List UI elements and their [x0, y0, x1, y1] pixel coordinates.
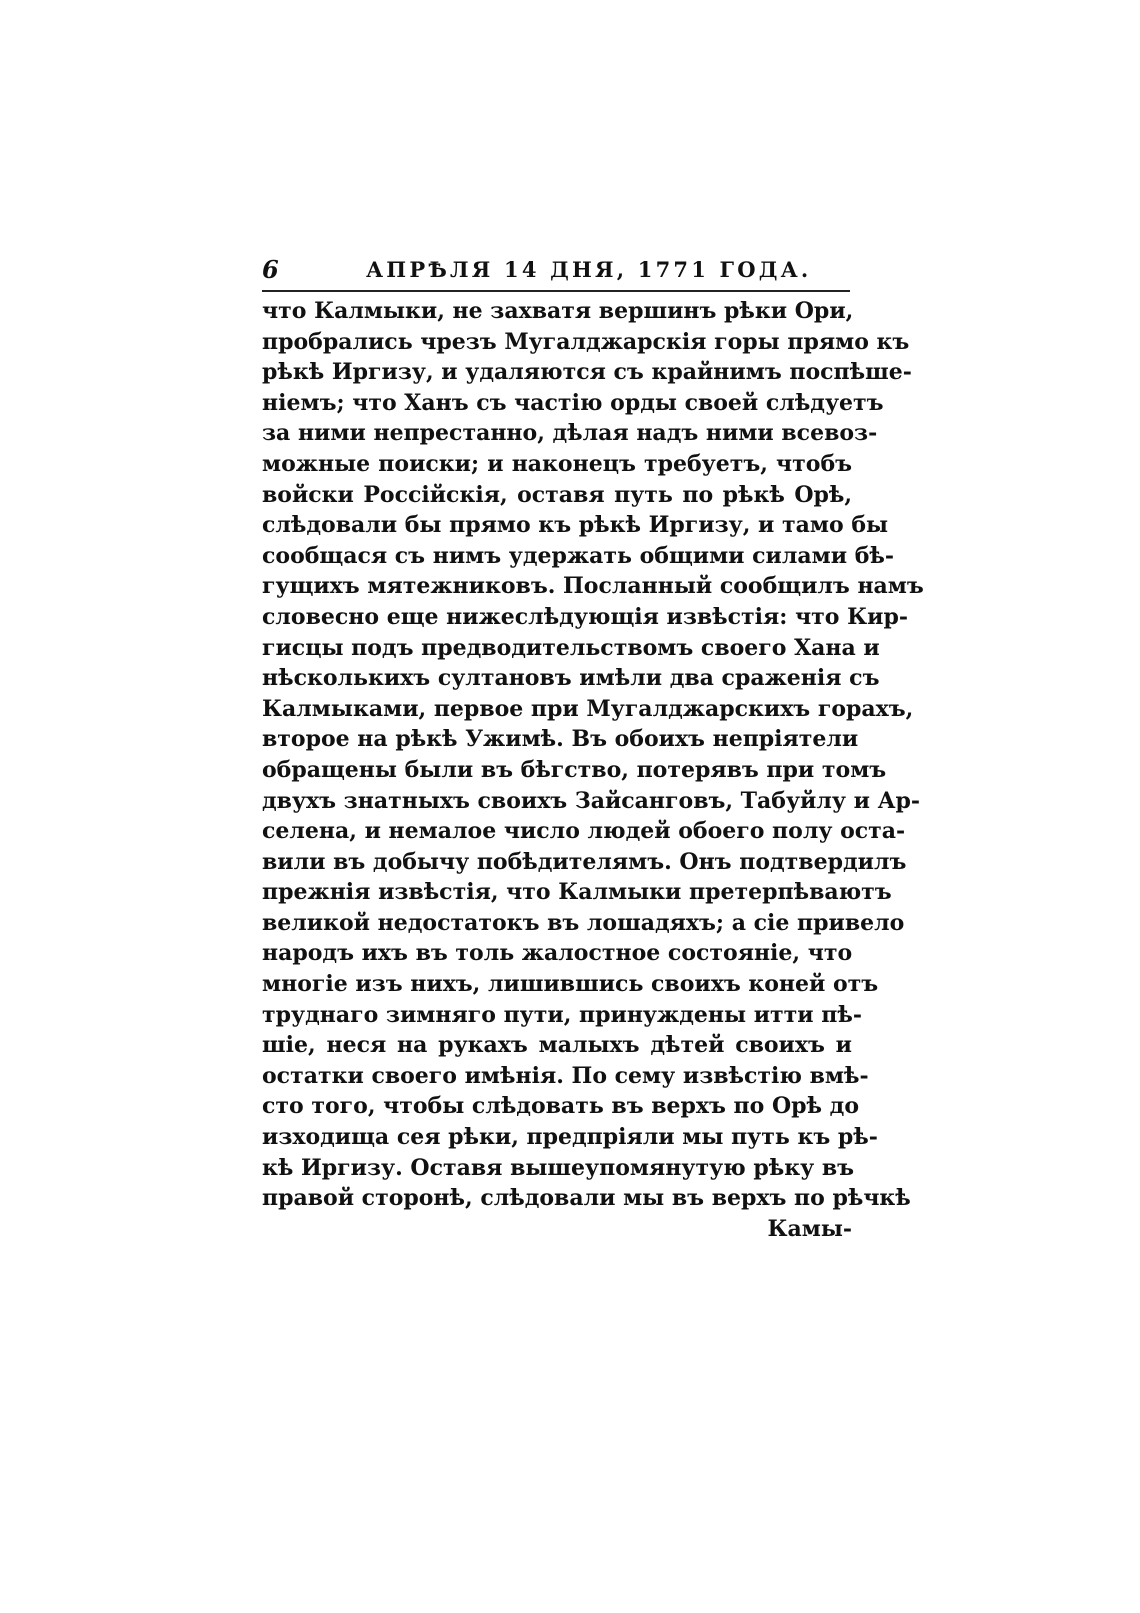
text-line: рѣкѣ Иргизу, и удаляются съ крайнимъ поспѣше- [262, 359, 912, 386]
header-rule [262, 290, 850, 292]
text-line: можные поиски; и наконецъ требуетъ, чтобъ [262, 450, 852, 477]
text-line: великой недостатокъ въ лошадяхъ; а сіе привело [262, 909, 905, 936]
text-line: сто того, чтобы слѣдовать въ верхъ по Орѣ до [262, 1093, 859, 1120]
text-line: Калмыками, первое при Мугалджарскихъ горахъ, [262, 695, 914, 722]
text-line: пробрались чрезъ Мугалджарскія горы прямо къ [262, 328, 910, 355]
running-head [262, 254, 850, 286]
text-line: шіе, неся на рукахъ малыхъ дѣтей своихъ и [262, 1032, 852, 1059]
text-line: правой сторонѣ, слѣдовали мы въ верхъ по рѣчкѣ [262, 1185, 911, 1212]
text-line: остатки своего имѣнія. По сему извѣстію вмѣ- [262, 1062, 869, 1089]
text-line: за ними непрестанно, дѣлая надъ ними всевоз- [262, 420, 878, 447]
text-line: изходища сея рѣки, предпріяли мы путь къ рѣ- [262, 1124, 878, 1151]
text-line: словесно еще нижеслѣдующія извѣстія: что Кир- [262, 603, 908, 630]
text-line: ніемъ; что Ханъ съ частію орды своей слѣдуетъ [262, 389, 884, 416]
running-title: АПРѢЛЯ 14 ДНЯ, 1771 ГОДА. [366, 257, 812, 282]
text-line: селена, и немалое число людей обоего полу оста- [262, 818, 906, 845]
text-line: слѣдовали бы прямо къ рѣкѣ Иргизу, и тамо бы [262, 512, 889, 539]
text-line: обращены были въ бѣгство, потерявъ при томъ [262, 756, 887, 783]
text-line: труднаго зимняго пути, принуждены итти пѣ- [262, 1001, 862, 1028]
text-line: вили въ добычу побѣдителямъ. Онъ подтвердилъ [262, 848, 907, 875]
text-line: прежнія извѣстія, что Калмыки претерпѣваютъ [262, 879, 892, 906]
text-line: нѣсколькихъ султановъ имѣли два сраженія съ [262, 665, 880, 692]
text-line: второе на рѣкѣ Ужимѣ. Въ обоихъ непріятели [262, 726, 859, 753]
text-line: гущихъ мятежниковъ. Посланный сообщилъ намъ [262, 573, 924, 600]
page-number: 6 [262, 255, 279, 284]
text-line: народъ ихъ въ толь жалостное состояніе, что [262, 940, 853, 967]
text-line: гисцы подъ предводительствомъ своего Хана и [262, 634, 880, 661]
catchword: Камы- [767, 1215, 852, 1242]
text-line: войски Россійскія, оставя путь по рѣкѣ Орѣ, [262, 481, 852, 508]
body-text [262, 296, 924, 1244]
text-line: двухъ знатныхъ своихъ Зайсанговъ, Табуйлу и Ар- [262, 787, 921, 814]
text-line: многіе изъ нихъ, лишившись своихъ коней отъ [262, 971, 879, 998]
text-line: кѣ Иргизу. Оставя вышеупомянутую рѣку въ [262, 1154, 855, 1181]
text-line: сообщася съ нимъ удержать общими силами бѣ- [262, 542, 894, 569]
text-line: что Калмыки, не захватя вершинъ рѣки Ори, [262, 298, 854, 324]
